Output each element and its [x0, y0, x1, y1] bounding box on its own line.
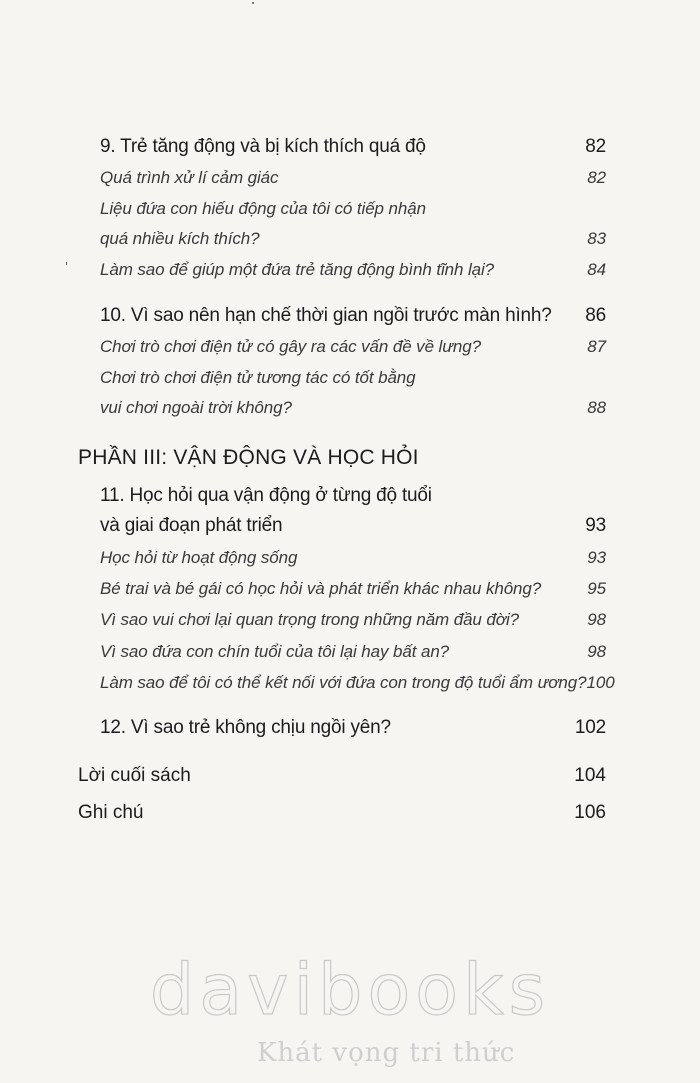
toc-entry-ch9-s3[interactable] [100, 260, 606, 280]
toc-entry-ch10[interactable] [100, 305, 606, 327]
toc-title: Ghi chú [78, 802, 144, 823]
toc-title: 9. Trẻ tăng động và bị kích thích quá độ [100, 136, 426, 157]
toc-page-number: 86 [585, 305, 606, 326]
toc-page-number: 84 [587, 260, 606, 279]
toc-title: quá nhiều kích thích? [100, 229, 260, 248]
toc-page-number: 95 [587, 579, 606, 598]
toc-entry-afterword[interactable] [78, 765, 606, 787]
toc-title: 10. Vì sao nên hạn chế thời gian ngồi trước màn hình? [100, 305, 552, 326]
toc-entry-ch9-s1[interactable] [100, 168, 606, 188]
print-speck [66, 262, 67, 265]
toc-title: Vì sao đứa con chín tuổi của tôi lại hay bất an? [100, 642, 450, 661]
toc-title: Lời cuối sách [78, 765, 191, 786]
toc-title: Bé trai và bé gái có học hỏi và phát triển khác nhau không? [100, 579, 542, 598]
toc-title: Làm sao để tôi có thể kết nối với đứa con trong độ tuổi ẩm ương? [100, 673, 587, 692]
toc-entry-ch9-s2-cont[interactable] [100, 229, 606, 249]
toc-entry-ch10-s1[interactable] [100, 337, 606, 357]
toc-page-number: 102 [574, 717, 606, 738]
toc-page-number: 100 [586, 673, 615, 692]
toc-title: và giai đoạn phát triển [100, 515, 283, 536]
toc-title: Làm sao để giúp một đứa trẻ tăng động bình tĩnh lại? [100, 260, 495, 279]
toc-title: Chơi trò chơi điện tử tương tác có tốt bằng [100, 368, 416, 387]
watermark-brand: davibooks [149, 949, 551, 1031]
toc-entry-notes[interactable] [78, 802, 606, 824]
toc-page-number: 87 [587, 337, 606, 356]
toc-title: Vì sao vui chơi lại quan trọng trong những năm đầu đời? [100, 610, 519, 629]
toc-title: Liệu đứa con hiếu động của tôi có tiếp nhận [100, 199, 426, 218]
toc-part-heading[interactable] [78, 446, 606, 470]
toc-page-number: 93 [585, 515, 606, 536]
toc-page-number: 104 [574, 765, 606, 786]
toc-entry-ch9-s2[interactable] [100, 199, 606, 219]
toc-title: Học hỏi từ hoạt động sống [100, 548, 298, 567]
toc-entry-ch9[interactable] [100, 136, 606, 158]
toc-page-number: 106 [574, 802, 606, 823]
toc-page-number: 98 [587, 642, 606, 661]
toc-entry-ch11-s2[interactable] [100, 579, 606, 599]
toc-title: Quá trình xử lí cảm giác [100, 168, 279, 187]
toc-title: vui chơi ngoài trời không? [100, 398, 292, 417]
toc-entry-ch12[interactable] [100, 717, 606, 739]
toc-entry-ch11-cont[interactable] [100, 515, 606, 537]
toc-title: 12. Vì sao trẻ không chịu ngồi yên? [100, 717, 391, 738]
toc-title: PHẦN III: VẬN ĐỘNG VÀ HỌC HỎI [78, 446, 419, 469]
toc-title: 11. Học hỏi qua vận động ở từng độ tuổi [100, 485, 432, 506]
toc-page-number: 93 [587, 548, 606, 567]
toc-title: Chơi trò chơi điện tử có gây ra các vấn đề về lưng? [100, 337, 481, 356]
toc-entry-ch10-s2[interactable] [100, 368, 606, 388]
toc-entry-ch11-s5[interactable] [100, 673, 615, 693]
toc-entry-ch11[interactable] [100, 485, 606, 507]
toc-entry-ch11-s4[interactable] [100, 642, 606, 662]
toc-page-number: 98 [587, 610, 606, 629]
toc-entry-ch11-s1[interactable] [100, 548, 606, 568]
toc-page-number: 82 [585, 136, 606, 157]
toc-entry-ch10-s2-cont[interactable] [100, 398, 606, 418]
toc-page-number: 83 [587, 229, 606, 248]
toc-entry-ch11-s3[interactable] [100, 610, 606, 630]
toc-page-number: 88 [587, 398, 606, 417]
print-speck [252, 2, 254, 4]
watermark-tagline: Khát vọng tri thức [257, 1038, 516, 1068]
toc-page-number: 82 [587, 168, 606, 187]
